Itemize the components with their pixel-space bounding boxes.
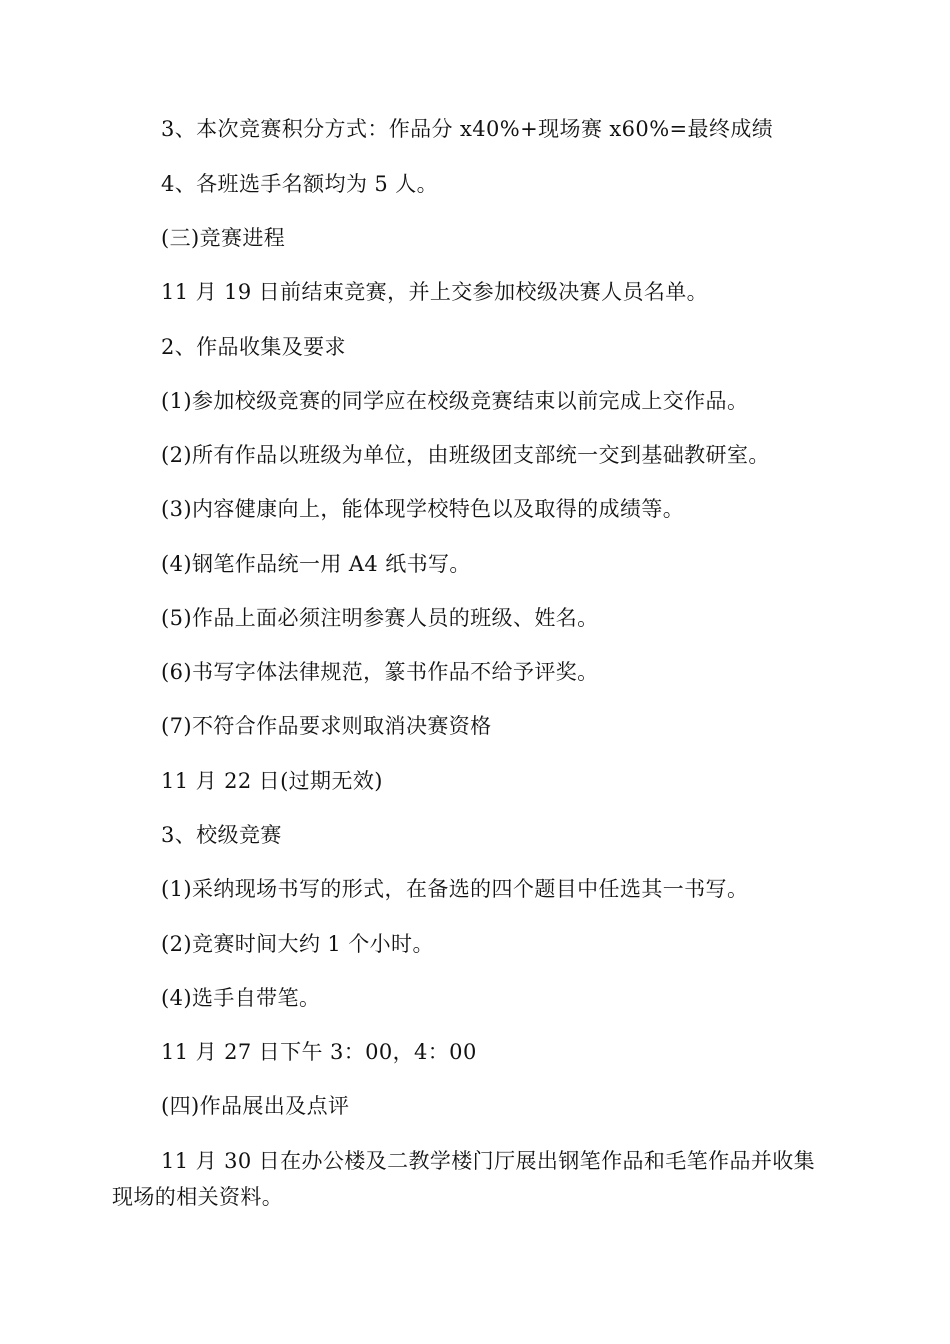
list-item-7: (7)不符合作品要求则取消决赛资格 xyxy=(161,714,492,738)
paragraph-deadline-nov-22: 11 月 22 日(过期无效) xyxy=(161,769,383,793)
list-item-4: (4)钢笔作品统一用 A4 纸书写。 xyxy=(161,552,471,576)
paragraph-contest-time: 11 月 27 日下午 3：00，4：00 xyxy=(161,1040,477,1064)
section-heading-progress: (三)竞赛进程 xyxy=(161,226,286,250)
contest-item-4: (4)选手自带笔。 xyxy=(161,986,321,1010)
contest-item-2: (2)竞赛时间大约 1 个小时。 xyxy=(161,932,434,956)
paragraph-scoring-method: 3、本次竞赛积分方式：作品分 x40%+现场赛 x60%=最终成绩 xyxy=(161,117,774,141)
section-heading-exhibition: (四)作品展出及点评 xyxy=(161,1094,350,1118)
list-item-1: (1)参加校级竞赛的同学应在校级竞赛结束以前完成上交作品。 xyxy=(161,389,749,413)
list-item-5: (5)作品上面必须注明参赛人员的班级、姓名。 xyxy=(161,606,599,630)
list-item-3: (3)内容健康向上，能体现学校特色以及取得的成绩等。 xyxy=(161,497,685,521)
subheading-school-contest: 3、校级竞赛 xyxy=(161,823,282,847)
paragraph-exhibition: 11 月 30 日在办公楼及二教学楼门厅展出钢笔作品和毛笔作品并收集现场的相关资料。 xyxy=(112,1149,816,1209)
paragraph-deadline-nov-19: 11 月 19 日前结束竞赛，并上交参加校级决赛人员名单。 xyxy=(161,280,709,304)
subheading-collection: 2、作品收集及要求 xyxy=(161,335,346,359)
contest-item-1: (1)采纳现场书写的形式，在备选的四个题目中任选其一书写。 xyxy=(161,877,749,901)
list-item-2: (2)所有作品以班级为单位，由班级团支部统一交到基础教研室。 xyxy=(161,443,770,467)
list-item-6: (6)书写字体法律规范，篆书作品不给予评奖。 xyxy=(161,660,599,684)
paragraph-quota: 4、各班选手名额均为 5 人。 xyxy=(161,172,439,196)
